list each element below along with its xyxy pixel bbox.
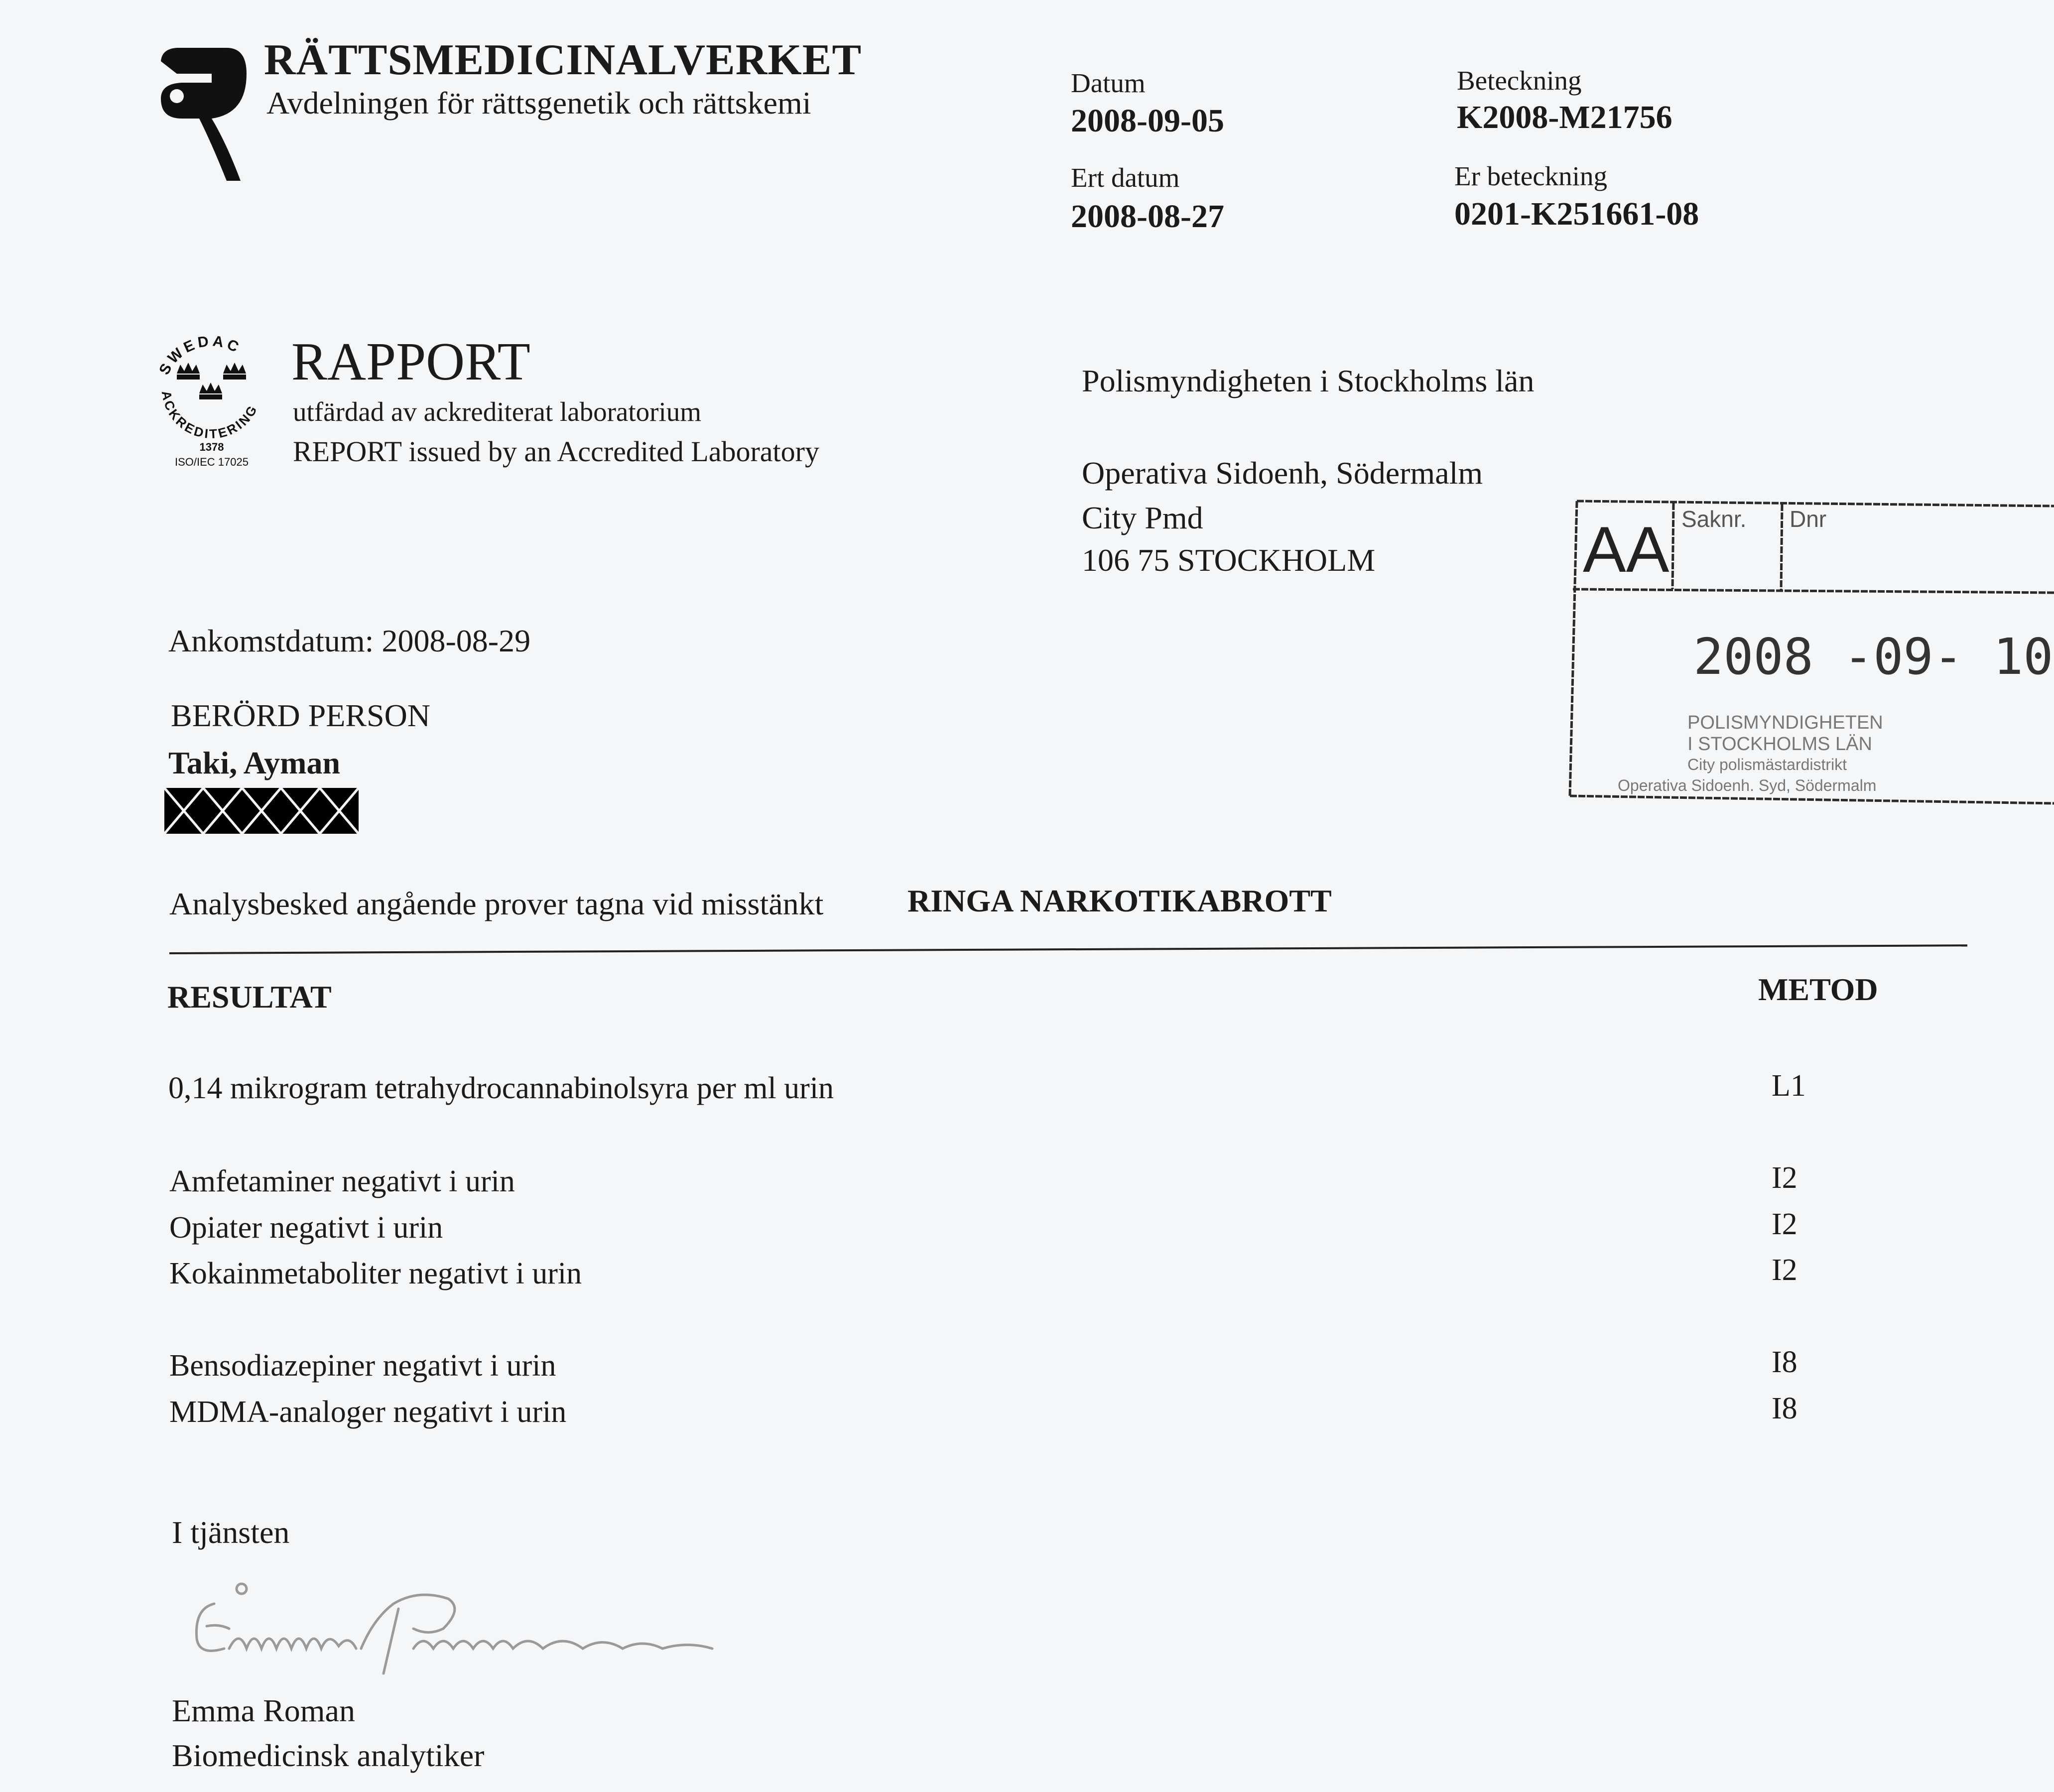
recipient-organization: Polismyndigheten i Stockholms län bbox=[1082, 363, 1535, 398]
person-name: Taki, Ayman bbox=[168, 745, 341, 780]
result-row-2: Opiater negativt i urin bbox=[169, 1211, 443, 1245]
result-method-5: I8 bbox=[1772, 1392, 1797, 1425]
service-note: I tjänsten bbox=[172, 1515, 290, 1550]
report-subtitle-en: REPORT issued by an Accredited Laboratory bbox=[293, 435, 819, 468]
result-method-2: I2 bbox=[1772, 1207, 1797, 1241]
analysis-prefix: Analysbesked angående prover tagna vid misstänkt bbox=[169, 886, 824, 921]
report-title: RAPPORT bbox=[291, 332, 530, 391]
recipient-unit: Operativa Sidoenh, Södermalm bbox=[1082, 455, 1483, 491]
result-method-0: L1 bbox=[1772, 1069, 1806, 1103]
stamp-date: 2008 -09- 10 bbox=[1693, 628, 2054, 686]
result-method-3: I2 bbox=[1772, 1253, 1797, 1287]
er-beteckning-value: 0201-K251661-08 bbox=[1454, 196, 1699, 232]
swedac-seal bbox=[149, 334, 274, 483]
datum-value: 2008-09-05 bbox=[1071, 103, 1224, 139]
org-name: RÄTTSMEDICINALVERKET bbox=[264, 36, 862, 84]
stamp-line-4: Operativa Sidoenh. Syd, Södermalm bbox=[1618, 776, 1877, 794]
beteckning-value: K2008-M21756 bbox=[1457, 99, 1672, 135]
result-row-5: MDMA-analoger negativt i urin bbox=[169, 1395, 567, 1429]
result-method-4: I8 bbox=[1772, 1345, 1797, 1379]
signature bbox=[184, 1574, 872, 1688]
stamp-line-3: City polismästardistrikt bbox=[1687, 756, 1847, 773]
section-divider bbox=[169, 944, 1967, 954]
rmv-logo bbox=[152, 44, 252, 186]
stamp-code: AA bbox=[1583, 513, 1669, 586]
method-heading: METOD bbox=[1758, 972, 1878, 1007]
seal-number: 1378 bbox=[199, 441, 224, 453]
datum-label: Datum bbox=[1071, 68, 1146, 98]
org-department: Avdelningen för rättsgenetik och rättskemi bbox=[266, 85, 811, 121]
seal-bottom-text: ACKREDITERING bbox=[158, 389, 261, 442]
stamp-saknr-label: Saknr. bbox=[1681, 506, 1747, 532]
result-method-1: I2 bbox=[1772, 1161, 1797, 1195]
stamp-line-2: I STOCKHOLMS LÄN bbox=[1687, 734, 1872, 755]
signatory-name: Emma Roman bbox=[172, 1693, 355, 1728]
arrival-date: Ankomstdatum: 2008-08-29 bbox=[168, 623, 531, 658]
ert-datum-label: Ert datum bbox=[1071, 162, 1180, 193]
analysis-offense: RINGA NARKOTIKABROTT bbox=[907, 883, 1332, 918]
signatory-title: Biomedicinsk analytiker bbox=[172, 1738, 485, 1773]
results-heading: RESULTAT bbox=[167, 979, 332, 1015]
report-subtitle-sv: utfärdad av ackrediterat laboratorium bbox=[293, 396, 702, 427]
seal-standard: ISO/IEC 17025 bbox=[175, 456, 249, 468]
seal-top-text: SWEDAC bbox=[156, 334, 244, 378]
person-heading: BERÖRD PERSON bbox=[171, 698, 430, 733]
stamp-line-1: POLISMYNDIGHETEN bbox=[1687, 712, 1883, 733]
stamp-dnr-label: Dnr bbox=[1790, 506, 1827, 532]
result-row-3: Kokainmetaboliter negativt i urin bbox=[169, 1257, 582, 1290]
redacted-id-bar bbox=[164, 788, 359, 834]
ert-datum-value: 2008-08-27 bbox=[1071, 198, 1224, 235]
received-stamp bbox=[1563, 497, 2054, 811]
result-row-4: Bensodiazepiner negativt i urin bbox=[169, 1349, 556, 1383]
result-row-1: Amfetaminer negativt i urin bbox=[169, 1164, 515, 1198]
recipient-city: 106 75 STOCKHOLM bbox=[1082, 542, 1376, 578]
beteckning-label: Beteckning bbox=[1457, 65, 1582, 96]
result-row-0: 0,14 mikrogram tetrahydrocannabinolsyra per ml urin bbox=[168, 1071, 834, 1105]
er-beteckning-label: Er beteckning bbox=[1454, 161, 1607, 191]
recipient-street: City Pmd bbox=[1082, 500, 1203, 535]
